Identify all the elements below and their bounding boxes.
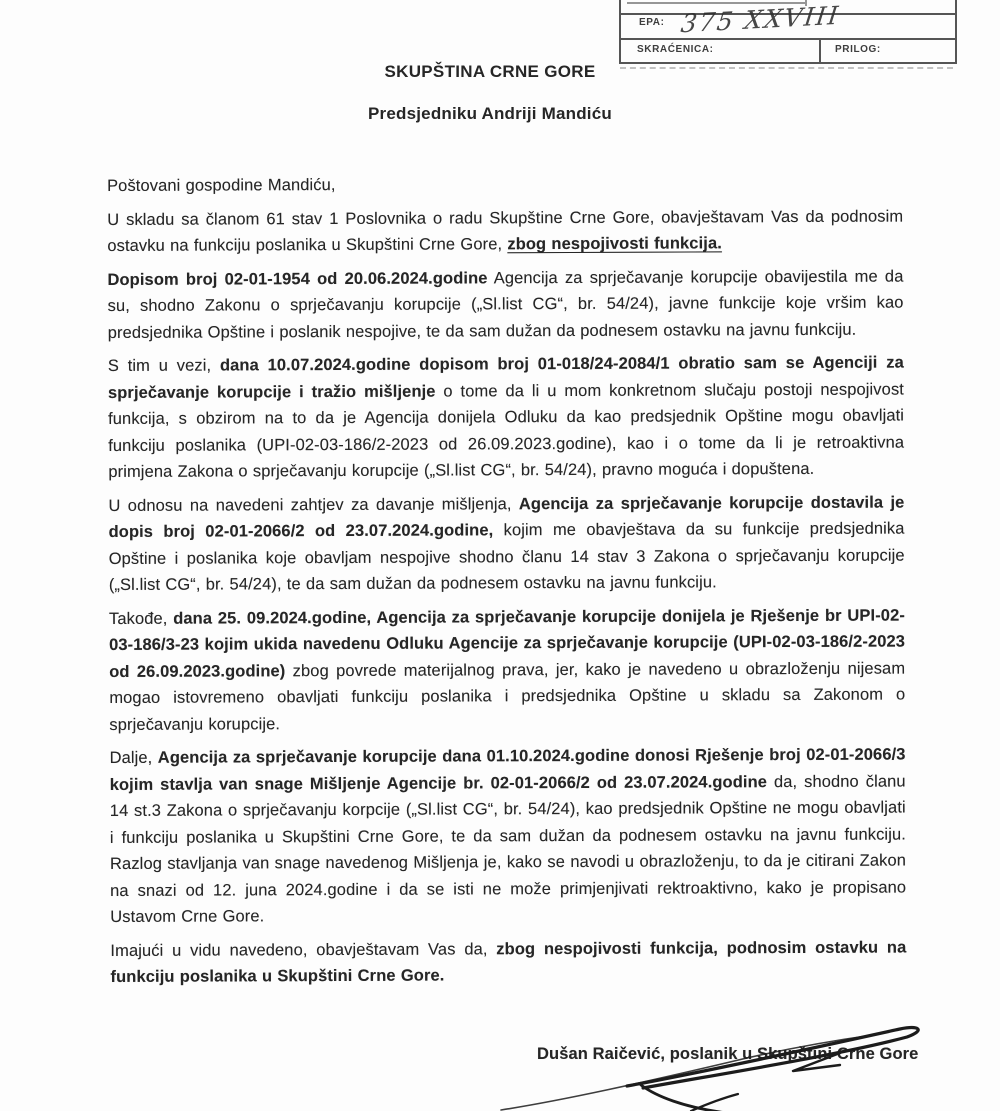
letter-body xyxy=(107,170,907,998)
registry-stamp-box xyxy=(619,0,957,64)
recipient-line: Predsjedniku Andriji Mandiću xyxy=(368,103,612,123)
paragraph-segment: U skladu sa članom 61 stav 1 Poslovnika o radu Skupštine Crne Gore, obavještavam Vas da podnosim ostavku na funkciju poslanika u Skupštini Crne Gore, xyxy=(107,207,904,255)
paragraph-segment: Dalje, xyxy=(109,748,158,767)
paragraph xyxy=(108,489,904,598)
paragraph-segment-bold: Agencija za sprječavanje korupcije dana 01.10.2024.godine donosi Rješenje broj 02-01-2066/3 kojim stavlja van snage Mišljenje Agencije br. 02-01-2066/2 od 23.07.2024.godine xyxy=(109,745,906,794)
epa-label: EPA: xyxy=(639,17,665,28)
paragraph xyxy=(108,350,905,486)
paragraph xyxy=(109,602,906,738)
skracenica-label: SKRAĆENICA: xyxy=(637,44,714,55)
paragraph-segment-bold: zbog nespojivosti funkcija. xyxy=(507,234,722,254)
paragraph-segment: Agencija za sprječavanje korupcije obavijestila me da su, shodno Zakonu o sprječavanju korupcije („Sl.list CG“, br. 54/24), javne funkcije koje vršim kao predsjednika Opštine i poslanik nespojive, te da sam dužan da podnesem ostavku na javnu funkciju. xyxy=(107,267,904,342)
paragraph-segment-bold: dana 25. 09.2024.godine, Agencija za sprječavanje korupcije donijela je Rješenje br UPI-02-03-186/3-23 kojim ukida navedenu Odluku Agencije za sprječavanje korupcije (UPI-02-03-186/2-2023 od 26.09.2023.godine) xyxy=(109,606,906,681)
paragraph-segment: Poštovani gospodine Mandiću, xyxy=(107,176,336,195)
paragraph xyxy=(107,203,903,259)
epa-handwritten-value: 375 XXVIII xyxy=(679,0,842,39)
paragraph-segment-bold: Agencija za sprječavanje korupcije dostavila je dopis broj 02-01-2066/2 od 23.07.2024.godine, xyxy=(108,493,905,541)
paragraph-segment: kojim me obavještava da su funkcije predsjednika Opštine i poslanika koje obavljam nespojive shodno članu 14 stav 3 Zakona o sprječavanju korupcije („Sl.list CG“, br. 54/24), te da sam dužan da podnesem ostavku na javnu funkciju. xyxy=(108,519,905,594)
paragraph-segment: Imajući u vidu navedeno, obavještavam Vas da, xyxy=(110,939,497,960)
letter-header xyxy=(0,63,980,123)
paragraph-segment: o tome da li u mom konkretnom slučaju postoji nespojivost funkcija, s obzirom na to da je Agencija donijela Odluku da kao predsjednik Opštine mogu obavljati funkciju poslanika (UPI-02-03-186/2-2023 od 26.09.2023.godine), kao i o tome da li je retroaktivna primjena Zakona o sprječavanju korupcije („Sl.list CG“, br. 54/24), pravno moguća i dopuštena. xyxy=(108,380,905,481)
stamp-divider xyxy=(621,38,955,40)
paragraph-segment: U odnosu na navedeni zahtjev za davanje mišljenja, xyxy=(108,494,519,515)
stamp-divider xyxy=(819,38,821,62)
paragraph-segment: S tim u vezi, xyxy=(107,356,220,375)
institution-title: SKUPŠTINA CRNE GORE xyxy=(384,62,596,81)
paragraph-segment-bold: zbog nespojivosti funkcija, podnosim ostavku na funkciju poslanika u Skupštini Crne Gore. xyxy=(110,938,907,986)
paragraph xyxy=(109,742,906,931)
signatory-name: Dušan Raičević, poslanik u Skupštini Crne Gore xyxy=(537,1045,919,1063)
paragraph-segment-bold: Dopisom broj 02-01-1954 od 20.06.2024.godine xyxy=(107,268,488,289)
paragraph xyxy=(107,263,903,346)
paragraph-segment: da, shodno članu 14 st.3 Zakona o sprječavanju korpcije („Sl.list CG“, br. 54/24), kao predsjednik Opštine ne mogu obavljati i funkciju poslanika u Skupštini Crne Gore, te da sam dužan da podnesem ostavku na javnu funkciju. Razlog stavljanja van snage navedenog Mišljenja je, kako se navodi u obrazloženju, to da je citirani Zakon na snazi od 12. juna 2024.godine i da se isti ne može primjenjivati rektroaktivno, kako je propisano Ustavom Crne Gore. xyxy=(109,772,907,926)
paragraph-segment-bold: dana 10.07.2024.godine dopisom broj 01-018/24-2084/1 obratio sam se Agenciji za sprječavanje korupcije i tražio mišljenje xyxy=(107,353,904,402)
prilog-label: PRILOG: xyxy=(835,44,881,55)
paragraph xyxy=(110,934,906,990)
paragraph xyxy=(107,170,903,200)
paragraph-segment: Takođe, xyxy=(108,609,174,628)
paragraph-segment: zbog povrede materijalnog prava, jer, kako je navedeno u obrazloženju nijesam mogao istovremeno obavljati funkciju poslanika i predsjednika Opštine u skladu sa Zakonom o sprječavanju korupcije. xyxy=(109,659,906,734)
